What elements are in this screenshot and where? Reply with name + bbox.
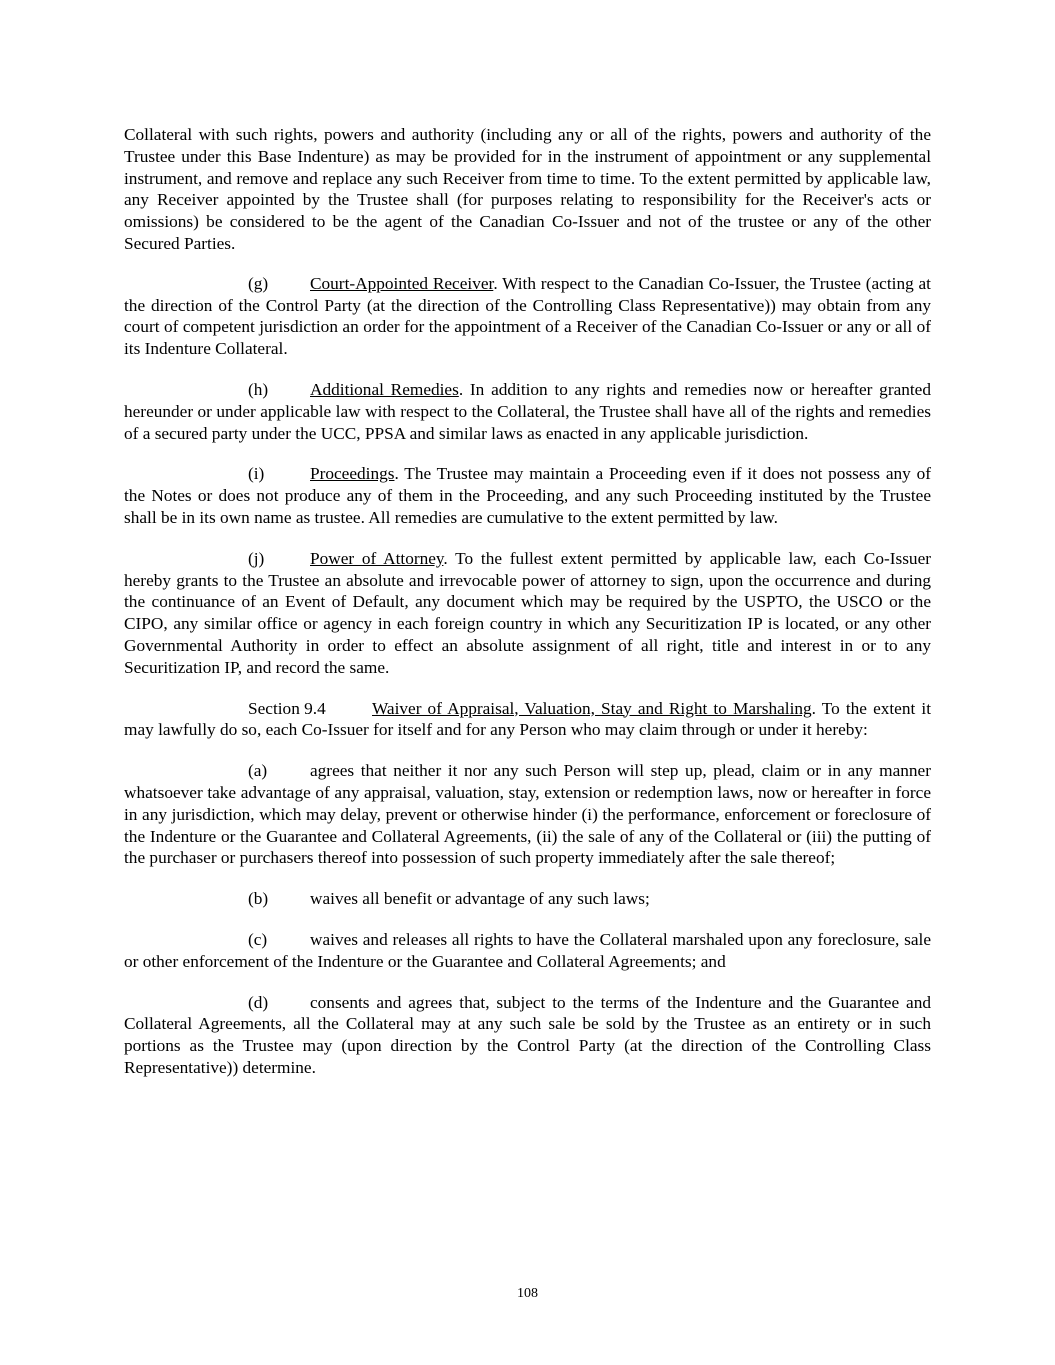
subsection-g (124, 273, 931, 360)
clause-text: agrees that neither it nor any such Person will step up, plead, claim or in any manner whatsoever take advantage of any appraisal, valuation, stay, extension or redemption laws, now or hereafter in force in any jurisdiction, which may delay, prevent or otherwise hinder (i) the performance, enforcement or foreclosure of the Indenture or the Guarantee and Collateral Agreements, (ii) the sale of any of the Collateral or (iii) the putting of the purchaser or purchasers thereof into possession of such property immediately after the sale thereof; (124, 761, 931, 868)
subsection-text: . To the fullest extent permitted by applicable law, each Co-Issuer hereby grants to the Trustee an absolute and irrevocable power of attorney to sign, upon the occurrence and during the continuance of an Event of Default, any document which may be required by the USPTO, the USCO or the CIPO, any similar office or agency in each foreign country in which any Securitization IP is located, or any other Governmental Authority in order to effect an absolute assignment of all right, title and interest in or to any Securitization IP, and record the same. (124, 548, 931, 677)
clause-label: (c) (248, 929, 268, 949)
section-heading: Waiver of Appraisal, Valuation, Stay and Right to Marshaling (372, 698, 812, 718)
continuation-paragraph: Collateral with such rights, powers and authority (including any or all of the rights, powers and authority of the Trustee under this Base Indenture) as may be provided for in the instrument of appointment or any supplemental instrument, and remove and replace any such Receiver from time to time. To the extent permitted by applicable law, any Receiver appointed by the Trustee shall (for purposes relating to responsibility for the Receiver's acts or omissions) be considered to be the agent of the Canadian Co-Issuer and not of the trustee or any of the other Secured Parties. (124, 125, 931, 253)
subsection-i (124, 463, 931, 528)
section-9-4 (124, 698, 931, 742)
subsection-j (124, 548, 931, 679)
page-number: 108 (517, 1286, 538, 1301)
clause-text: consents and agrees that, subject to the terms of the Indenture and the Guarantee and Collateral Agreements, all the Collateral may at any such sale be sold by the Trustee as an entirety or in such portions as the Trustee may (upon direction by the Control Party (at the direction of the Controlling Class Representative)) determine. (124, 992, 931, 1077)
clause-text: waives and releases all rights to have the Collateral marshaled upon any foreclosure, sale or other enforcement of the Indenture or the Guarantee and Collateral Agreements; and (124, 929, 931, 971)
clause-c (124, 929, 931, 973)
subsection-label: (h) (248, 379, 269, 399)
clause-label: (d) (248, 992, 269, 1012)
clause-a (124, 760, 931, 869)
clause-text: waives all benefit or advantage of any such laws; (310, 889, 650, 909)
clause-d (124, 992, 931, 1079)
subsection-h (124, 379, 931, 444)
subsection-text: . With respect to the Canadian Co-Issuer, the Trustee (acting at the direction of the Control Party (at the direction of the Controlling Class Representative)) may obtain from any court of competent jurisdiction an order for the appointment of a Receiver of the Canadian Co-Issuer or any or all of its Indenture Collateral. (124, 273, 931, 359)
clause-b (124, 888, 931, 910)
subsection-text: . The Trustee may maintain a Proceeding even if it does not possess any of the Notes or does not produce any of them in the Proceeding, and any such Proceeding instituted by the Trustee shall be in its own name as trustee. All remedies are cumulative to the extent permitted by law. (124, 464, 931, 527)
clause-label: (b) (248, 889, 269, 909)
subsection-heading: Proceedings (310, 464, 395, 484)
section-number: Section 9.4 (248, 698, 326, 718)
subsection-heading: Power of Attorney (310, 548, 444, 568)
subsection-heading: Court-Appointed Receiver (310, 273, 494, 293)
document-body (124, 124, 931, 1098)
clause-label: (a) (248, 761, 268, 781)
subsection-heading: Additional Remedies (310, 379, 459, 399)
section-text: . To the extent it may lawfully do so, each Co-Issuer for itself and for any Person who may claim through or under it hereby: (124, 698, 931, 740)
subsection-label: (g) (248, 273, 269, 293)
subsection-text: . In addition to any rights and remedies now or hereafter granted hereunder or under applicable law with respect to the Collateral, the Trustee shall have all of the rights and remedies of a secured party under the UCC, PPSA and similar laws as enacted in any applicable jurisdiction. (124, 379, 931, 443)
subsection-label: (j) (248, 548, 265, 568)
subsection-label: (i) (248, 464, 265, 484)
